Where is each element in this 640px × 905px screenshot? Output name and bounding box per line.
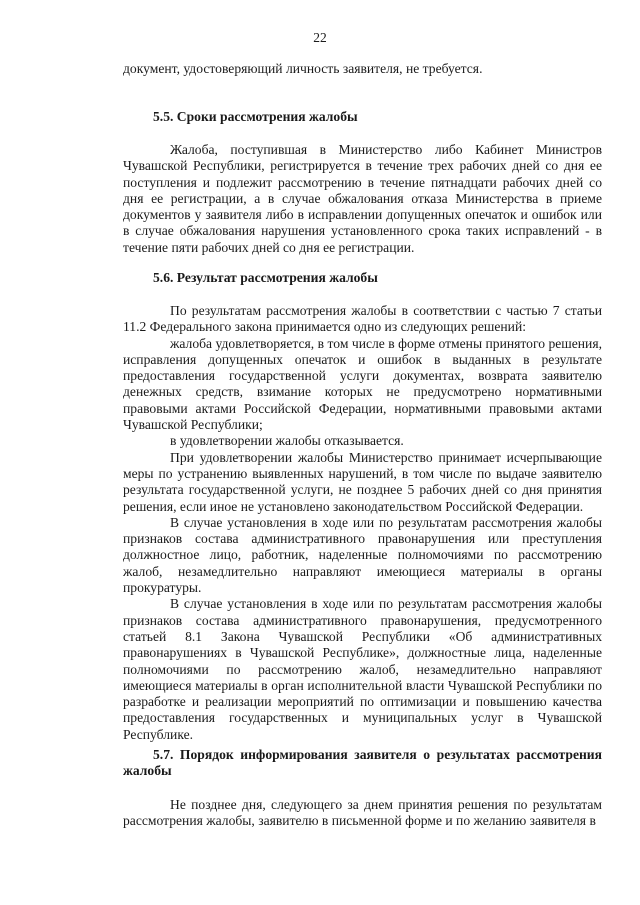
section-5-6-paragraph-1: По результатам рассмотрения жалобы в соответствии с частью 7 статьи 11.2 Федерального закона принимается одно из следующих решений:: [123, 303, 602, 335]
section-5-7: [123, 747, 602, 780]
section-5-6-heading: 5.6. Результат рассмотрения жалобы: [153, 270, 378, 285]
section-5-6-paragraph-6: В случае установления в ходе или по результатам рассмотрения жалобы признаков состава административного правонарушения, предусмотренного статьей 8.1 Закона Чувашской Республики «Об административных правонарушениях в Чувашской Республике», должностные лица, наделенные полномочиями по рассмотрению жалоб, незамедлительно направляют имеющиеся материалы в орган исполнительной власти Чувашской Республики по разработке и реализации мероприятий по оптимизации и повышению качества предоставления государственных и муниципальных услуг в Чувашской Республике.: [123, 596, 602, 742]
intro-line: документ, удостоверяющий личность заявителя, не требуется.: [123, 61, 483, 76]
section-5-5-paragraph-1: Жалоба, поступившая в Министерство либо Кабинет Министров Чувашской Республики, регистрируется в течение трех рабочих дней со дня ее поступления и подлежит рассмотрению в течение пятнадцати рабочих дней со дня ее регистрации, а в случае обжалования отказа Министерства в приеме документов у заявителя либо в исправлении допущенных опечаток и ошибок или в случае обжалования нарушения установленного срока таких исправлений - в течение пяти рабочих дней со дня ее регистрации.: [123, 142, 602, 255]
section-5-7-heading: 5.7. Порядок информирования заявителя о результатах рассмотрения жалобы: [123, 747, 602, 779]
section-5-5: [123, 109, 602, 125]
page-number: 22: [313, 30, 327, 45]
section-5-6-paragraph-3: в удовлетворении жалобы отказывается.: [170, 433, 404, 449]
section-5-5-body: [123, 142, 602, 256]
intro-paragraph: [123, 61, 602, 77]
section-5-6-paragraph-4: При удовлетворении жалобы Министерство принимает исчерпывающие меры по устранению выявленных нарушений, в том числе по выдаче заявителю результата государственной услуги, не позднее 5 рабочих дней со дня принятия решения, если иное не установлено законодательством Российской Федерации.: [123, 449, 602, 514]
section-5-6-paragraph-5: В случае установления в ходе или по результатам рассмотрения жалобы признаков состава административного правонарушения или преступления должностное лицо, работник, наделенные полномочиями по рассмотрению жалоб, незамедлительно направляют имеющиеся материалы в органы прокуратуры.: [123, 514, 602, 596]
section-5-6: [123, 270, 602, 286]
section-5-7-body: [123, 797, 602, 830]
section-5-6-body: [123, 303, 602, 743]
section-5-7-paragraph-1: Не позднее дня, следующего за днем принятия решения по результатам рассмотрения жалобы, заявителю в письменной форме и по желанию заявителя в: [123, 797, 602, 829]
section-5-6-paragraph-2: жалоба удовлетворяется, в том числе в форме отмены принятого решения, исправления допущенных опечаток и ошибок в выданных в результате предоставления государственной услуги документах, возврата заявителю денежных средств, взимание которых не предусмотрено нормативными правовыми актами Российской Федерации, нормативными правовыми актами Чувашской Республики;: [123, 335, 602, 433]
section-5-5-heading: 5.5. Сроки рассмотрения жалобы: [153, 109, 358, 124]
